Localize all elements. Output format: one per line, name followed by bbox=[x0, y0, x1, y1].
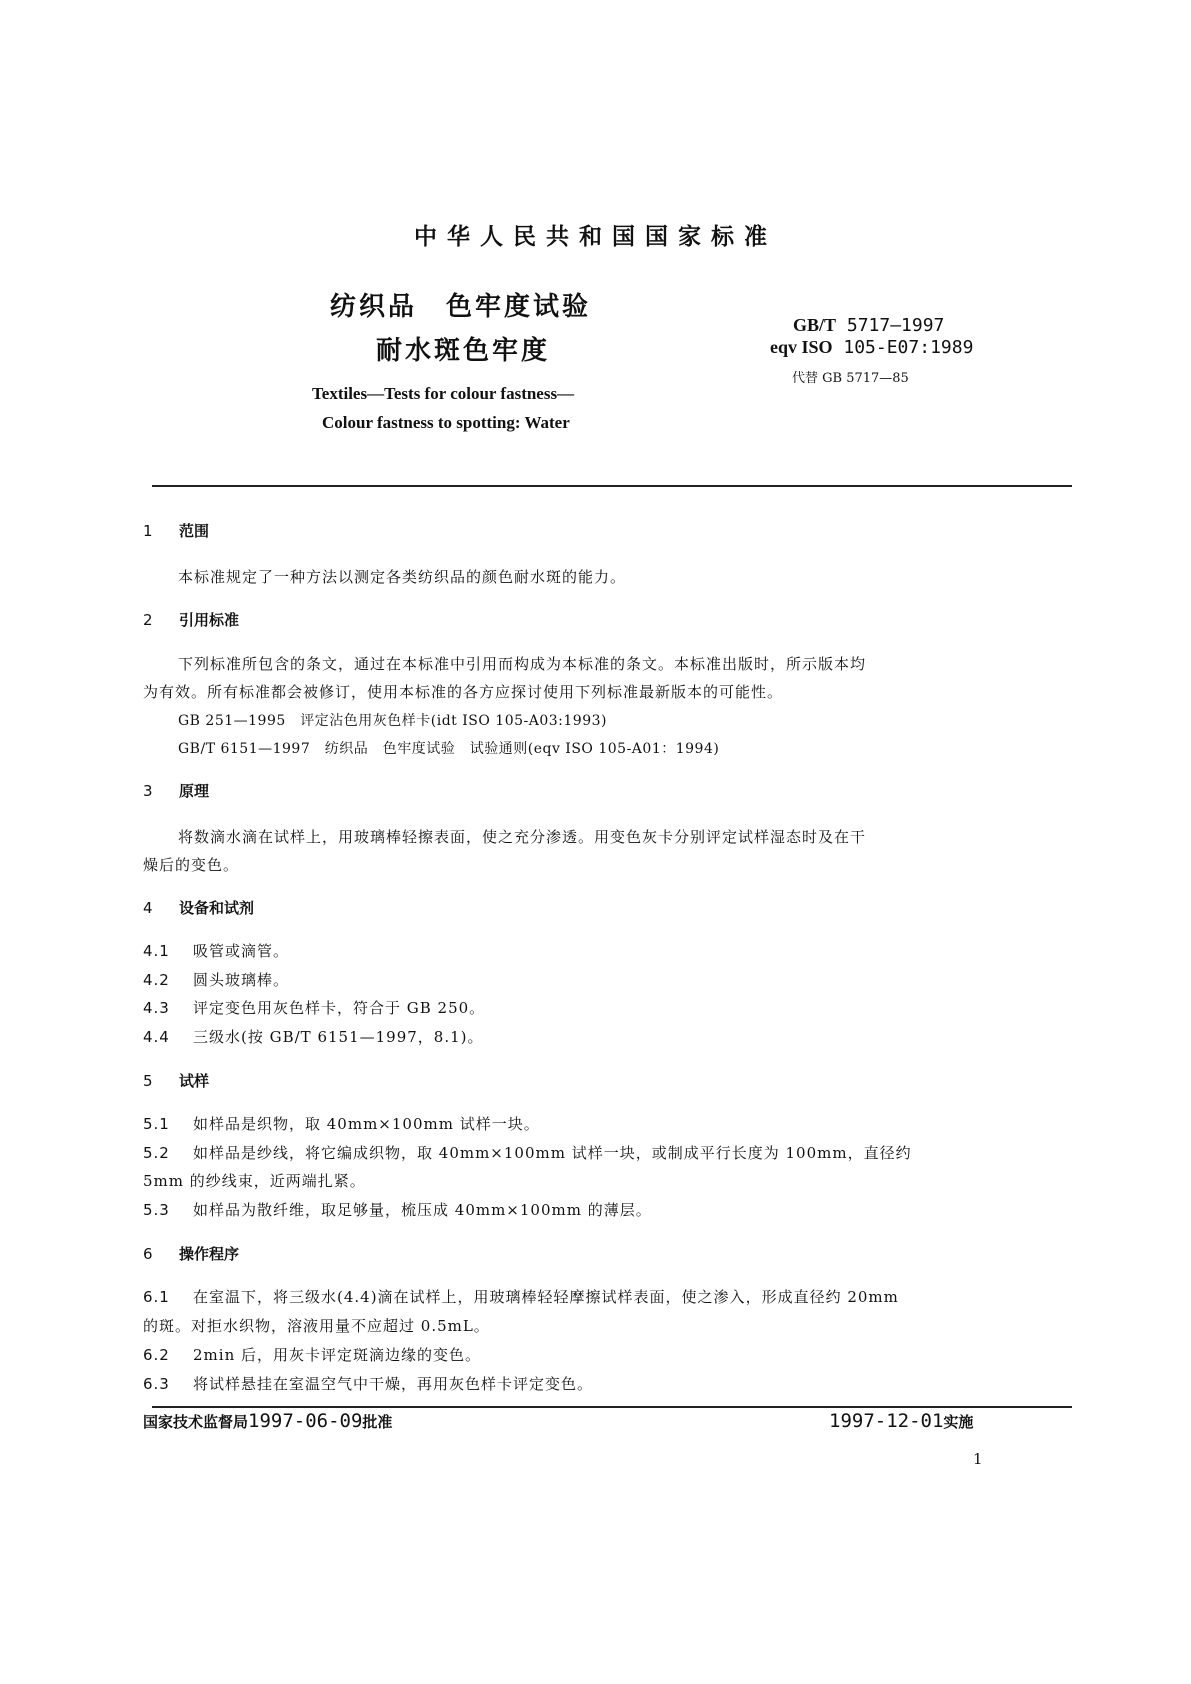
item-text: 圆头玻璃棒。 bbox=[193, 971, 290, 989]
section-number: 4 bbox=[143, 899, 153, 917]
standard-code-number: 5717—1997 bbox=[846, 315, 945, 336]
list-item bbox=[143, 1344, 481, 1365]
title-cn-line1: 纺织品 色牢度试验 bbox=[330, 292, 592, 322]
section-title: 试样 bbox=[179, 1072, 210, 1090]
section-1-paragraph: 本标准规定了一种方法以测定各类纺织品的颜色耐水斑的能力。 bbox=[178, 568, 627, 586]
section-2-heading bbox=[143, 609, 239, 630]
section-3-heading bbox=[143, 780, 209, 801]
section-6-heading bbox=[143, 1243, 239, 1264]
section-number: 6 bbox=[143, 1245, 153, 1263]
approval-authority: 国家技术监督局 bbox=[143, 1413, 249, 1431]
standard-eqv bbox=[770, 337, 973, 358]
list-item bbox=[143, 1286, 899, 1307]
section-number: 3 bbox=[143, 782, 153, 800]
list-item bbox=[143, 1199, 652, 1220]
list-item-continuation: 5mm 的纱线束，近两端扎紧。 bbox=[143, 1172, 366, 1190]
list-item bbox=[143, 969, 289, 990]
item-number: 5.3 bbox=[143, 1201, 170, 1219]
effective-date: 1997-12-01 bbox=[829, 1410, 944, 1432]
standard-replaces: 代替 GB 5717—85 bbox=[792, 371, 909, 386]
section-3-paragraph-line1: 将数滴水滴在试样上，用玻璃棒轻擦表面，使之充分渗透。用变色灰卡分别评定试样湿态时及在干 bbox=[178, 828, 867, 846]
item-number: 6.1 bbox=[143, 1288, 170, 1306]
list-item bbox=[143, 997, 485, 1018]
list-item bbox=[143, 1026, 484, 1047]
approval-suffix: 批准 bbox=[362, 1413, 393, 1431]
section-title: 设备和试剂 bbox=[179, 899, 255, 917]
section-title: 引用标准 bbox=[179, 611, 240, 629]
item-text: 评定变色用灰色样卡，符合于 GB 250。 bbox=[193, 999, 486, 1017]
page-number: 1 bbox=[973, 1450, 983, 1468]
section-2-paragraph-line2: 为有效。所有标准都会被修订，使用本标准的各方应探讨使用下列标准最新版本的可能性。 bbox=[143, 683, 784, 701]
item-text: 吸管或滴管。 bbox=[193, 942, 290, 960]
section-title: 范围 bbox=[179, 522, 210, 540]
item-number: 6.2 bbox=[143, 1346, 170, 1364]
item-text: 2min 后，用灰卡评定斑滴边缘的变色。 bbox=[193, 1346, 481, 1364]
item-text: 在室温下，将三级水(4.4)滴在试样上，用玻璃棒轻轻摩擦试样表面，使之渗入，形成直径约 20mm bbox=[193, 1288, 899, 1306]
approval-line bbox=[143, 1410, 392, 1432]
title-en-line2: Colour fastness to spotting: Water bbox=[322, 413, 570, 432]
list-item bbox=[143, 1142, 912, 1163]
item-number: 4.4 bbox=[143, 1028, 170, 1046]
item-number: 5.2 bbox=[143, 1144, 170, 1162]
item-text: 三级水(按 GB/T 6151—1997，8.1)。 bbox=[193, 1028, 484, 1046]
section-number: 5 bbox=[143, 1072, 153, 1090]
item-number: 6.3 bbox=[143, 1375, 170, 1393]
list-item bbox=[143, 1373, 593, 1394]
item-number: 4.1 bbox=[143, 942, 170, 960]
item-text: 将试样悬挂在室温空气中干燥，再用灰色样卡评定变色。 bbox=[193, 1375, 594, 1393]
effective-line bbox=[829, 1410, 973, 1432]
header-divider bbox=[152, 485, 1072, 487]
standard-code bbox=[793, 315, 944, 336]
footer-divider bbox=[152, 1406, 1072, 1408]
list-item bbox=[143, 1113, 540, 1134]
list-item-continuation: 的斑。对拒水织物，溶液用量不应超过 0.5mL。 bbox=[143, 1317, 490, 1335]
reference-gb251: GB 251—1995 评定沾色用灰色样卡(idt ISO 105-A03:1993) bbox=[178, 713, 607, 729]
section-number: 2 bbox=[143, 611, 153, 629]
standard-eqv-number: 105-E07:1989 bbox=[843, 337, 974, 358]
national-standard-header: 中华人民共和国国家标准 bbox=[414, 224, 777, 250]
effective-suffix: 实施 bbox=[943, 1413, 974, 1431]
item-number: 4.2 bbox=[143, 971, 170, 989]
section-2-paragraph-line1: 下列标准所包含的条文，通过在本标准中引用而构成为本标准的条文。本标准出版时，所示版本均 bbox=[178, 655, 867, 673]
item-number: 4.3 bbox=[143, 999, 170, 1017]
list-item bbox=[143, 940, 289, 961]
section-1-heading bbox=[143, 520, 209, 541]
title-en-line1: Textiles—Tests for colour fastness— bbox=[312, 384, 575, 403]
standard-eqv-prefix: eqv ISO bbox=[770, 337, 833, 357]
item-text: 如样品是纱线，将它编成织物，取 40mm×100mm 试样一块，或制成平行长度为 100mm，直径约 bbox=[193, 1144, 912, 1162]
section-4-heading bbox=[143, 897, 254, 918]
item-number: 5.1 bbox=[143, 1115, 170, 1133]
section-3-paragraph-line2: 燥后的变色。 bbox=[143, 856, 240, 874]
reference-gbt6151: GB/T 6151—1997 纺织品 色牢度试验 试验通则(eqv ISO 105-A01：1994) bbox=[178, 741, 720, 757]
section-5-heading bbox=[143, 1070, 209, 1091]
section-title: 操作程序 bbox=[179, 1245, 240, 1263]
approval-date: 1997-06-09 bbox=[248, 1410, 363, 1432]
section-number: 1 bbox=[143, 522, 153, 540]
item-text: 如样品为散纤维，取足够量，梳压成 40mm×100mm 的薄层。 bbox=[193, 1201, 652, 1219]
standard-code-prefix: GB/T bbox=[793, 315, 837, 335]
title-cn-line2: 耐水斑色牢度 bbox=[376, 336, 551, 366]
item-text: 如样品是织物，取 40mm×100mm 试样一块。 bbox=[193, 1115, 540, 1133]
section-title: 原理 bbox=[179, 782, 210, 800]
